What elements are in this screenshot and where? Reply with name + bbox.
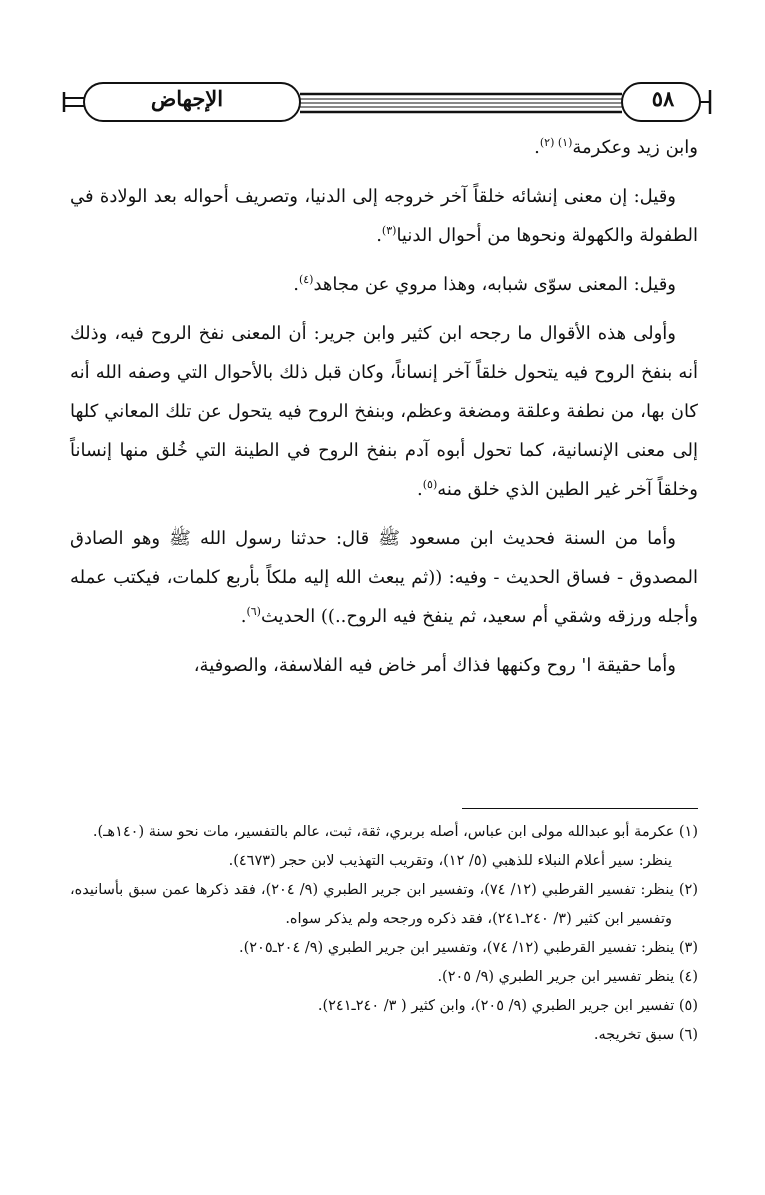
paragraph: وابن زيد وعكرمة$^{(١) (٢)}$. [534,136,698,158]
main-text [70,128,698,695]
page-header [62,80,712,126]
footnotes [70,818,698,1050]
footnote-ref: (٦) [246,605,261,618]
paragraph: وقيل: المعنى سوّى شبابه، وهذا مروي عن مجاهد$^{(٤)}$. [293,273,676,295]
footnote: (٢) ينظر: تفسير القرطبي (١٢/ ٧٤)، وتفسير ابن جرير الطبري (٩/ ٢٠٤)، فقد ذكرها عمن سبق بأسانيده، وتفسير ابن كثير (٣/ ٢٤٠ـ٢٤١)، فقد ذكره ورجحه ولم يذكر سواه. [70,882,698,927]
paragraph: وأولى هذه الأقوال ما رجحه ابن كثير وابن جرير: أن المعنى نفخ الروح فيه، وذلك أنه بنفخ الروح فيه يتحول خلقاً آخر إنساناً، وكان قبل ذلك بالأحوال التي وصفه الله أنه كان بها، من نطفة وعلقة ومضغة وعظم، وبنفخ الروح فيه يتحول عن تلك المعاني كلها إلى معنى الإنسانية، كما تحول أبوه آدم بنفخ الروح في الطينة التي خُلق منها إنساناً وخلقاً آخر غير الطين الذي خلق منه$^{(٥)}$. [70,323,698,500]
footnote: ينظر: سير أعلام النبلاء للذهبي (٥/ ١٢)، وتقريب التهذيب لابن حجر (٤٦٧٣). [228,853,672,869]
paragraph: وأما حقيقة ا' روح وكنهها فذاك أمر خاض فيه الفلاسفة، والصوفية، [193,655,676,676]
footnote: (٣) ينظر: تفسير القرطبي (١٢/ ٧٤)، وتفسير ابن جرير الطبري (٩/ ٢٠٤ـ٢٠٥). [238,940,698,956]
footnote: (١) عكرمة أبو عبدالله مولى ابن عباس، أصله بربري، ثقة، ثبت، عالم بالتفسير، مات نحو سنة (١٤٠هـ). [92,824,698,840]
footnote: (٤) ينظر تفسير ابن جرير الطبري (٩/ ٢٠٥). [437,969,698,985]
footnote-separator [462,808,698,809]
footnote: (٦) سبق تخريجه. [593,1027,698,1043]
paragraph: وأما من السنة فحديث ابن مسعود ﷺ قال: حدثنا رسول الله ﷺ وهو الصادق المصدوق - فساق الحديث - وفيه: ((ثم يبعث الله إليه ملكاً بأربع كلمات، فيكتب عمله وأجله ورزقه وشقي أم سعيد، ثم ينفخ فيه الروح..)) الحديث$^{(٦)}$. [70,528,698,627]
running-title: الإجهاض [150,86,224,111]
page-number: ٥٨ [651,86,675,111]
footnote-ref: (١) (٢) [539,136,573,149]
footnote-ref: (٥) [422,478,438,491]
footnote-ref: (٣) [381,224,397,237]
footnote: (٥) تفسير ابن جرير الطبري (٩/ ٢٠٥)، وابن كثير ( ٣/ ٢٤٠ـ٢٤١). [317,998,698,1014]
footnote-ref: (٤) [298,273,314,286]
paragraph: وقيل: إن معنى إنشائه خلقاً آخر خروجه إلى الدنيا، وتصريف أحواله بعد الولادة في الطفولة والكهولة ونحوها من أحوال الدنيا$^{(٣)}$. [70,186,698,246]
